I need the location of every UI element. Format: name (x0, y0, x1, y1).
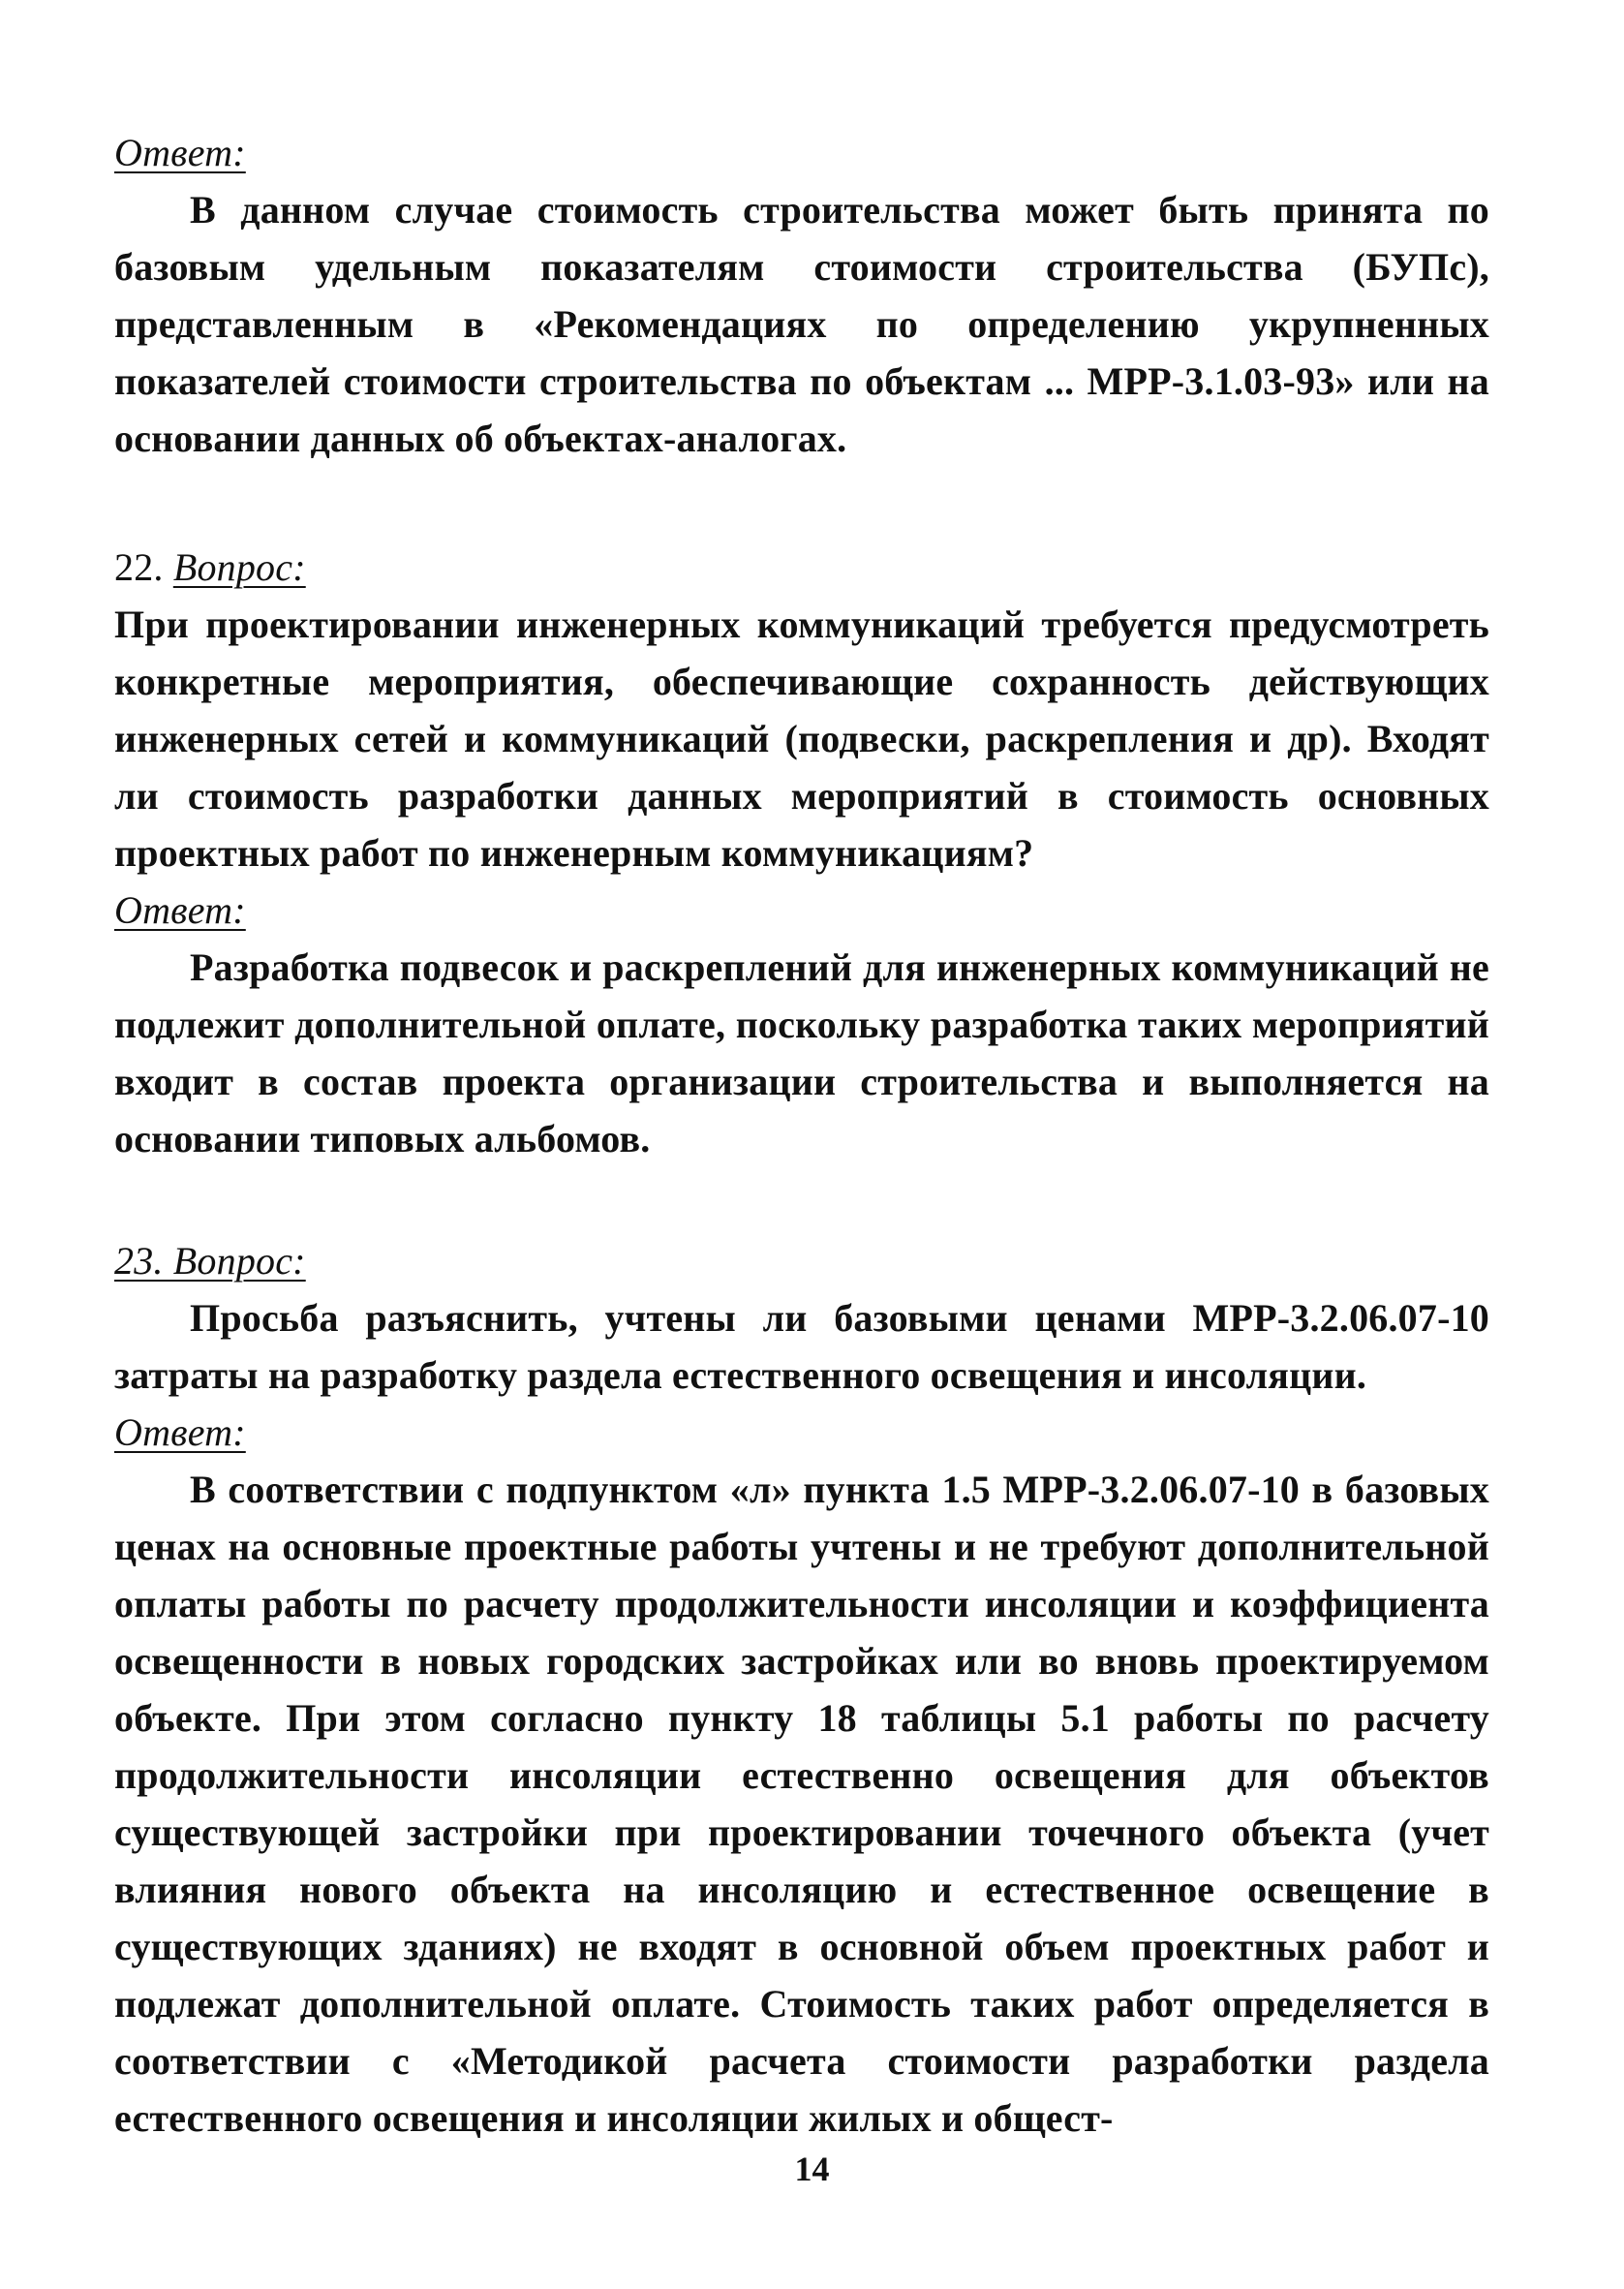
answer-22-text: Разработка подвесок и раскреплений для инженерных коммуникаций не подлежит дополнительной оплате, поскольку разработка таких мероприятий входит в состав проекта организации строительства и выполняется на основании типовых альбомов. (114, 945, 1489, 1160)
answer-23-label: Ответ: (114, 1410, 246, 1454)
question-23-text: Просьба разъяснить, учтены ли базовыми ценами МРР-3.2.06.07-10 затраты на разработку раздела естественного освещения и инсоляции. (114, 1296, 1489, 1397)
question-23-heading (114, 1232, 1489, 1289)
answer-21-label: Ответ: (114, 131, 246, 174)
question-23-label: 23. Вопрос: (114, 1239, 306, 1283)
question-22-label: Вопрос: (172, 545, 306, 589)
question-22-number: 22. (114, 545, 164, 589)
question-22-text: При проектировании инженерных коммуникаций требуется предусмотреть конкретные мероприятия, обеспечивающие сохранность действующих инженерных сетей и коммуникаций (подвески, раскрепления и др). Входят ли стоимость разработки данных мероприятий в стоимость основных проектных работ по инженерным коммуникациям? (114, 603, 1489, 875)
answer-22-label: Ответ: (114, 888, 246, 932)
question-22-heading (114, 539, 1489, 596)
answer-23-text: В соответствии с подпунктом «л» пункта 1.5 МРР-3.2.06.07-10 в базовых ценах на основные проектные работы учтены и не требуют дополнительной оплаты работы по расчету продолжительности инсоляции и коэффициента освещенности в новых городских застройках или во вновь проектируемом объекте. При этом согласно пункту 18 таблицы 5.1 работы по расчету продолжительности инсоляции естественно освещения для объектов существующей застройки при проектировании точечного объекта (учет влияния нового объекта на инсоляцию и естественное освещение в существующих зданиях) не входят в основной объем проектных работ и подлежат дополнительной оплате. Стоимость таких работ определяется в соответствии с «Методикой расчета стоимости разработки раздела естественного освещения и инсоляции жилых и общест- (114, 1468, 1489, 2140)
page-number: 14 (794, 2150, 830, 2188)
answer-23-label-line (114, 1404, 1489, 1461)
answer-22-label-line (114, 882, 1489, 939)
answer-21-label-line (114, 124, 1489, 181)
answer-21-text: В данном случае стоимость строительства может быть принята по базовым удельным показателям стоимости строительства (БУПс), представленным в «Рекомендациях по определению укрупненных показателей стоимости строительства по объектам ... МРР-3.1.03-93» или на основании данных об объектах-аналогах. (114, 188, 1489, 460)
